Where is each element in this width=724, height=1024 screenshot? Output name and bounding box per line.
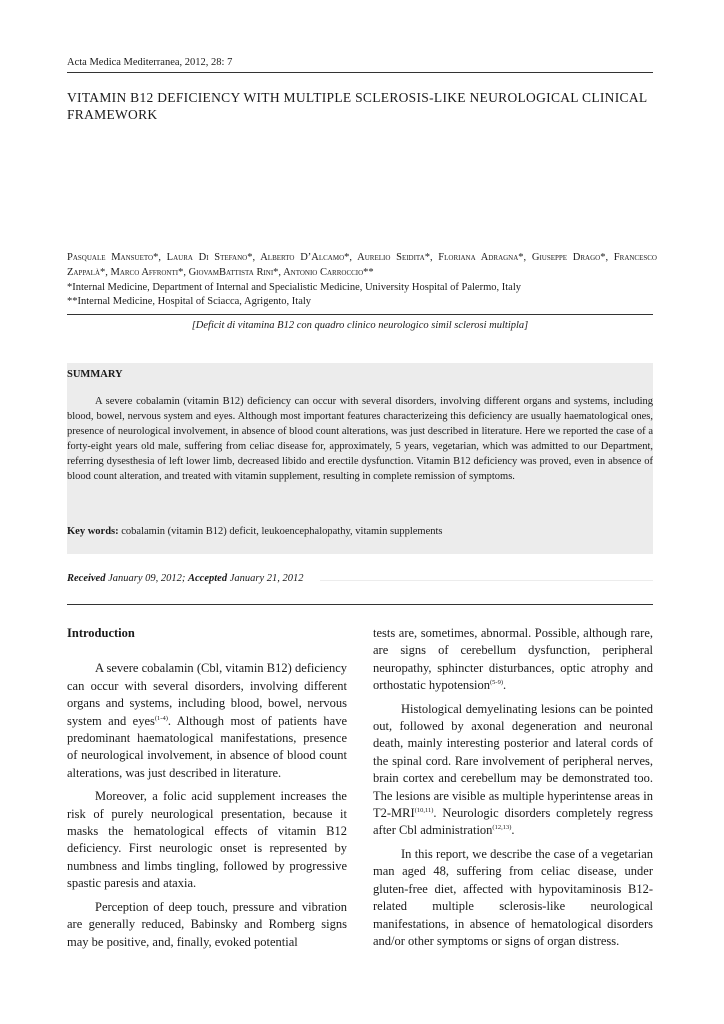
summary-heading: SUMMARY xyxy=(67,369,123,380)
keywords-label: Key words: xyxy=(67,526,119,537)
text-span: . Although most of patients have predominant haematological manifestations, presence of neurological involvement, in absence of blood count alterations, was just described in literature. xyxy=(67,713,348,780)
affiliation-1: *Internal Medicine, Department of Internal and Specialistic Medicine, University Hospital of Palermo, Italy xyxy=(67,282,521,293)
header-rule xyxy=(67,72,653,73)
text-span: tests are, sometimes, abnormal. Possible, although rare, are signs of cerebellum dysfunction, peripheral neuropathy, sphincter disturbances, optic atrophy and orthostatic hypotension xyxy=(373,626,653,693)
citation-ref: (10,11) xyxy=(414,806,434,814)
intro-paragraph-1 xyxy=(67,660,347,782)
intro-paragraph-4 xyxy=(373,701,653,840)
keywords xyxy=(67,526,653,537)
text-span: . xyxy=(503,678,507,693)
keywords-text: cobalamin (vitamin B12) deficit, leukoencephalopathy, vitamin supplements xyxy=(118,526,443,537)
received-dates xyxy=(67,573,304,584)
citation-ref: (5-9) xyxy=(490,679,503,687)
introduction-heading: Introduction xyxy=(67,626,135,640)
text-span: . Neurologic disorders completely regress after Cbl administration xyxy=(373,806,653,838)
text-span: A severe cobalamin (Cbl, vitamin B12) deficiency can occur with several disorders, involving different organs and systems, including blood, bowel, nervous system and eyes xyxy=(67,661,347,728)
body-column-right xyxy=(373,625,653,950)
text-span: Histological demyelinating lesions can be pointed out, followed by axonal degeneration and neuronal death, mainly interesting posterior and lateral cords of the spinal cord. Rare involvement of peripheral nerves, brain cortex and cerebellum may be demonstrated too. The lesions are visible as multiple hyperintense areas in T2-MRI xyxy=(373,701,653,821)
intro-paragraph-5: In this report, we describe the case of a vegetarian man aged 48, suffering from celiac disease, under gluten-free diet, affected with hypovitaminosis B12-related multiple sclerosis-like neurological manifestations, in absence of hematological disorders and/or other symptoms or signs of organ distress. xyxy=(373,846,653,948)
received-divider xyxy=(320,580,653,581)
text-span: . xyxy=(511,823,515,838)
summary-text: A severe cobalamin (vitamin B12) deficiency can occur with several disorders, involving different organs and systems, including blood, bowel, nervous system and eyes. Although most important features characterizeing this deficiency are usually haematological ones, presence of neurological involvement, in absence of blood count alterations, was just described in literature. Here we reported the case of a forty-eight years old male, suffering from celiac disease for, approximately, 5 years, vegetarian, which was admitted to our Department, referring dysesthesia of left lower limb, decreased libido and erectile dysfunction. Vitamin B12 deficiency was proved, even in absence of blood count alteration, and treated with vitamin supplement, resulting in complete remission of symptoms. xyxy=(67,396,653,483)
citation-ref: (1-4) xyxy=(154,714,168,722)
accepted-label: Accepted xyxy=(188,573,228,584)
intro-paragraph-3: Perception of deep touch, pressure and vibration are generally reduced, Babinsky and Romberg signs may be positive, and, finally, evoked potential xyxy=(67,899,347,949)
italian-title: [Deficit di vitamina B12 con quadro clinico neurologico simil sclerosi multipla] xyxy=(191,320,529,331)
accepted-date: January 21, 2012 xyxy=(227,573,304,584)
intro-paragraph-2: Moreover, a folic acid supplement increases the risk of purely neurological presentation, because it masks the hematological effects of vitamin B12 deficiency. First neurologic onset is represented by numbness and limbs tingling, followed by progressive spastic paresis and ataxia. xyxy=(67,789,347,891)
affiliation-2: **Internal Medicine, Hospital of Sciacca, Agrigento, Italy xyxy=(67,296,312,307)
journal-citation: Acta Medica Mediterranea, 2012, 28: 7 xyxy=(67,57,233,68)
received-date: January 09, 2012; xyxy=(105,573,189,584)
citation-ref: (12,13) xyxy=(492,824,512,832)
body-rule xyxy=(67,604,653,605)
intro-paragraph-3-cont xyxy=(373,625,653,695)
received-label: Received xyxy=(67,573,106,584)
article-title: VITAMIN B12 DEFICIENCY WITH MULTIPLE SCLEROSIS-LIKE NEUROLOGICAL CLINICAL FRAMEWORK xyxy=(67,90,647,122)
italian-title-rule xyxy=(67,314,653,315)
body-column-left xyxy=(67,625,347,951)
author-list: Pasquale Mansueto*, Laura Di Stefano*, Alberto D’Alcamo*, Aurelio Seidita*, Floriana Adragna*, Giuseppe Drago*, Francesco Zappalà*, Marco Affronti*, GiovamBattista Rini*, Antonio Carroccio** xyxy=(67,252,657,278)
